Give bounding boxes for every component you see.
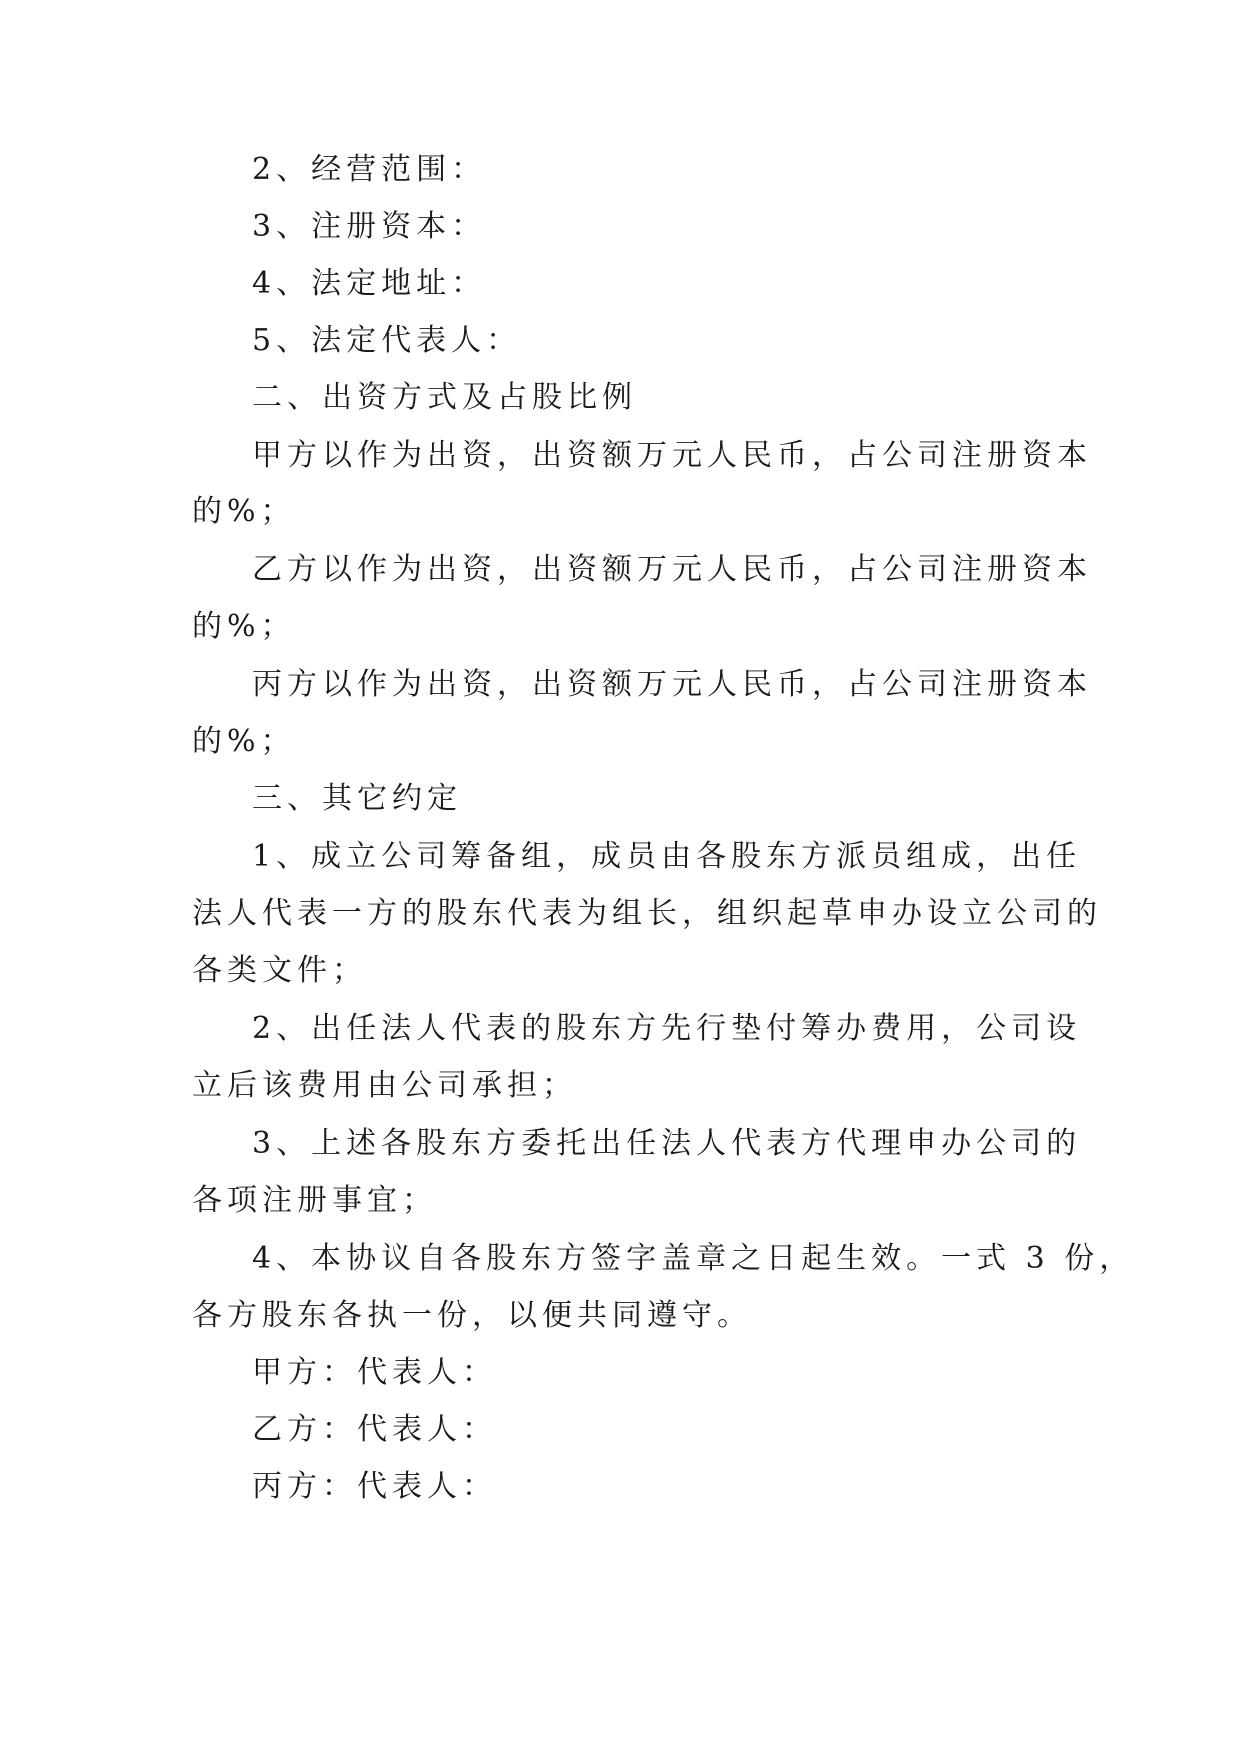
other-terms-item-1-line-2: 法人代表一方的股东代表为组长，组织起草申办设立公司的 — [192, 896, 1102, 931]
business-scope-line: 2、经营范围： — [252, 152, 487, 187]
party-a-signature-line: 甲方：代表人： — [252, 1355, 497, 1390]
party-c-signature-line: 丙方：代表人： — [252, 1469, 497, 1504]
section-three-heading: 三、其它约定 — [252, 781, 462, 816]
party-a-contribution-line-2: 的%； — [192, 494, 296, 529]
legal-representative-line: 5、法定代表人： — [252, 323, 522, 358]
section-two-heading: 二、出资方式及占股比例 — [252, 380, 637, 415]
party-b-signature-line: 乙方：代表人： — [252, 1412, 497, 1447]
legal-address-line: 4、法定地址： — [252, 266, 487, 301]
other-terms-item-1-line-3: 各类文件； — [192, 953, 367, 988]
party-c-contribution-line-1: 丙方以作为出资，出资额万元人民币，占公司注册资本 — [252, 667, 1092, 702]
other-terms-item-4-line-2: 各方股东各执一份，以便共同遵守。 — [192, 1298, 752, 1333]
party-b-contribution-line-2: 的%； — [192, 609, 296, 644]
other-terms-item-3-line-1: 3、上述各股东方委托出任法人代表方代理申办公司的 — [252, 1126, 1082, 1161]
registered-capital-line: 3、注册资本： — [252, 209, 487, 244]
party-b-contribution-line-1: 乙方以作为出资，出资额万元人民币，占公司注册资本 — [252, 552, 1092, 587]
other-terms-item-2-line-2: 立后该费用由公司承担； — [192, 1068, 577, 1103]
other-terms-item-4-line-1: 4、本协议自各股东方签字盖章之日起生效。一式 3 份， — [252, 1241, 1135, 1276]
other-terms-item-1-line-1: 1、成立公司筹备组，成员由各股东方派员组成，出任 — [252, 839, 1082, 874]
party-a-contribution-line-1: 甲方以作为出资，出资额万元人民币，占公司注册资本 — [252, 438, 1092, 473]
other-terms-item-3-line-2: 各项注册事宜； — [192, 1183, 437, 1218]
party-c-contribution-line-2: 的%； — [192, 724, 296, 759]
other-terms-item-2-line-1: 2、出任法人代表的股东方先行垫付筹办费用，公司设 — [252, 1011, 1082, 1046]
